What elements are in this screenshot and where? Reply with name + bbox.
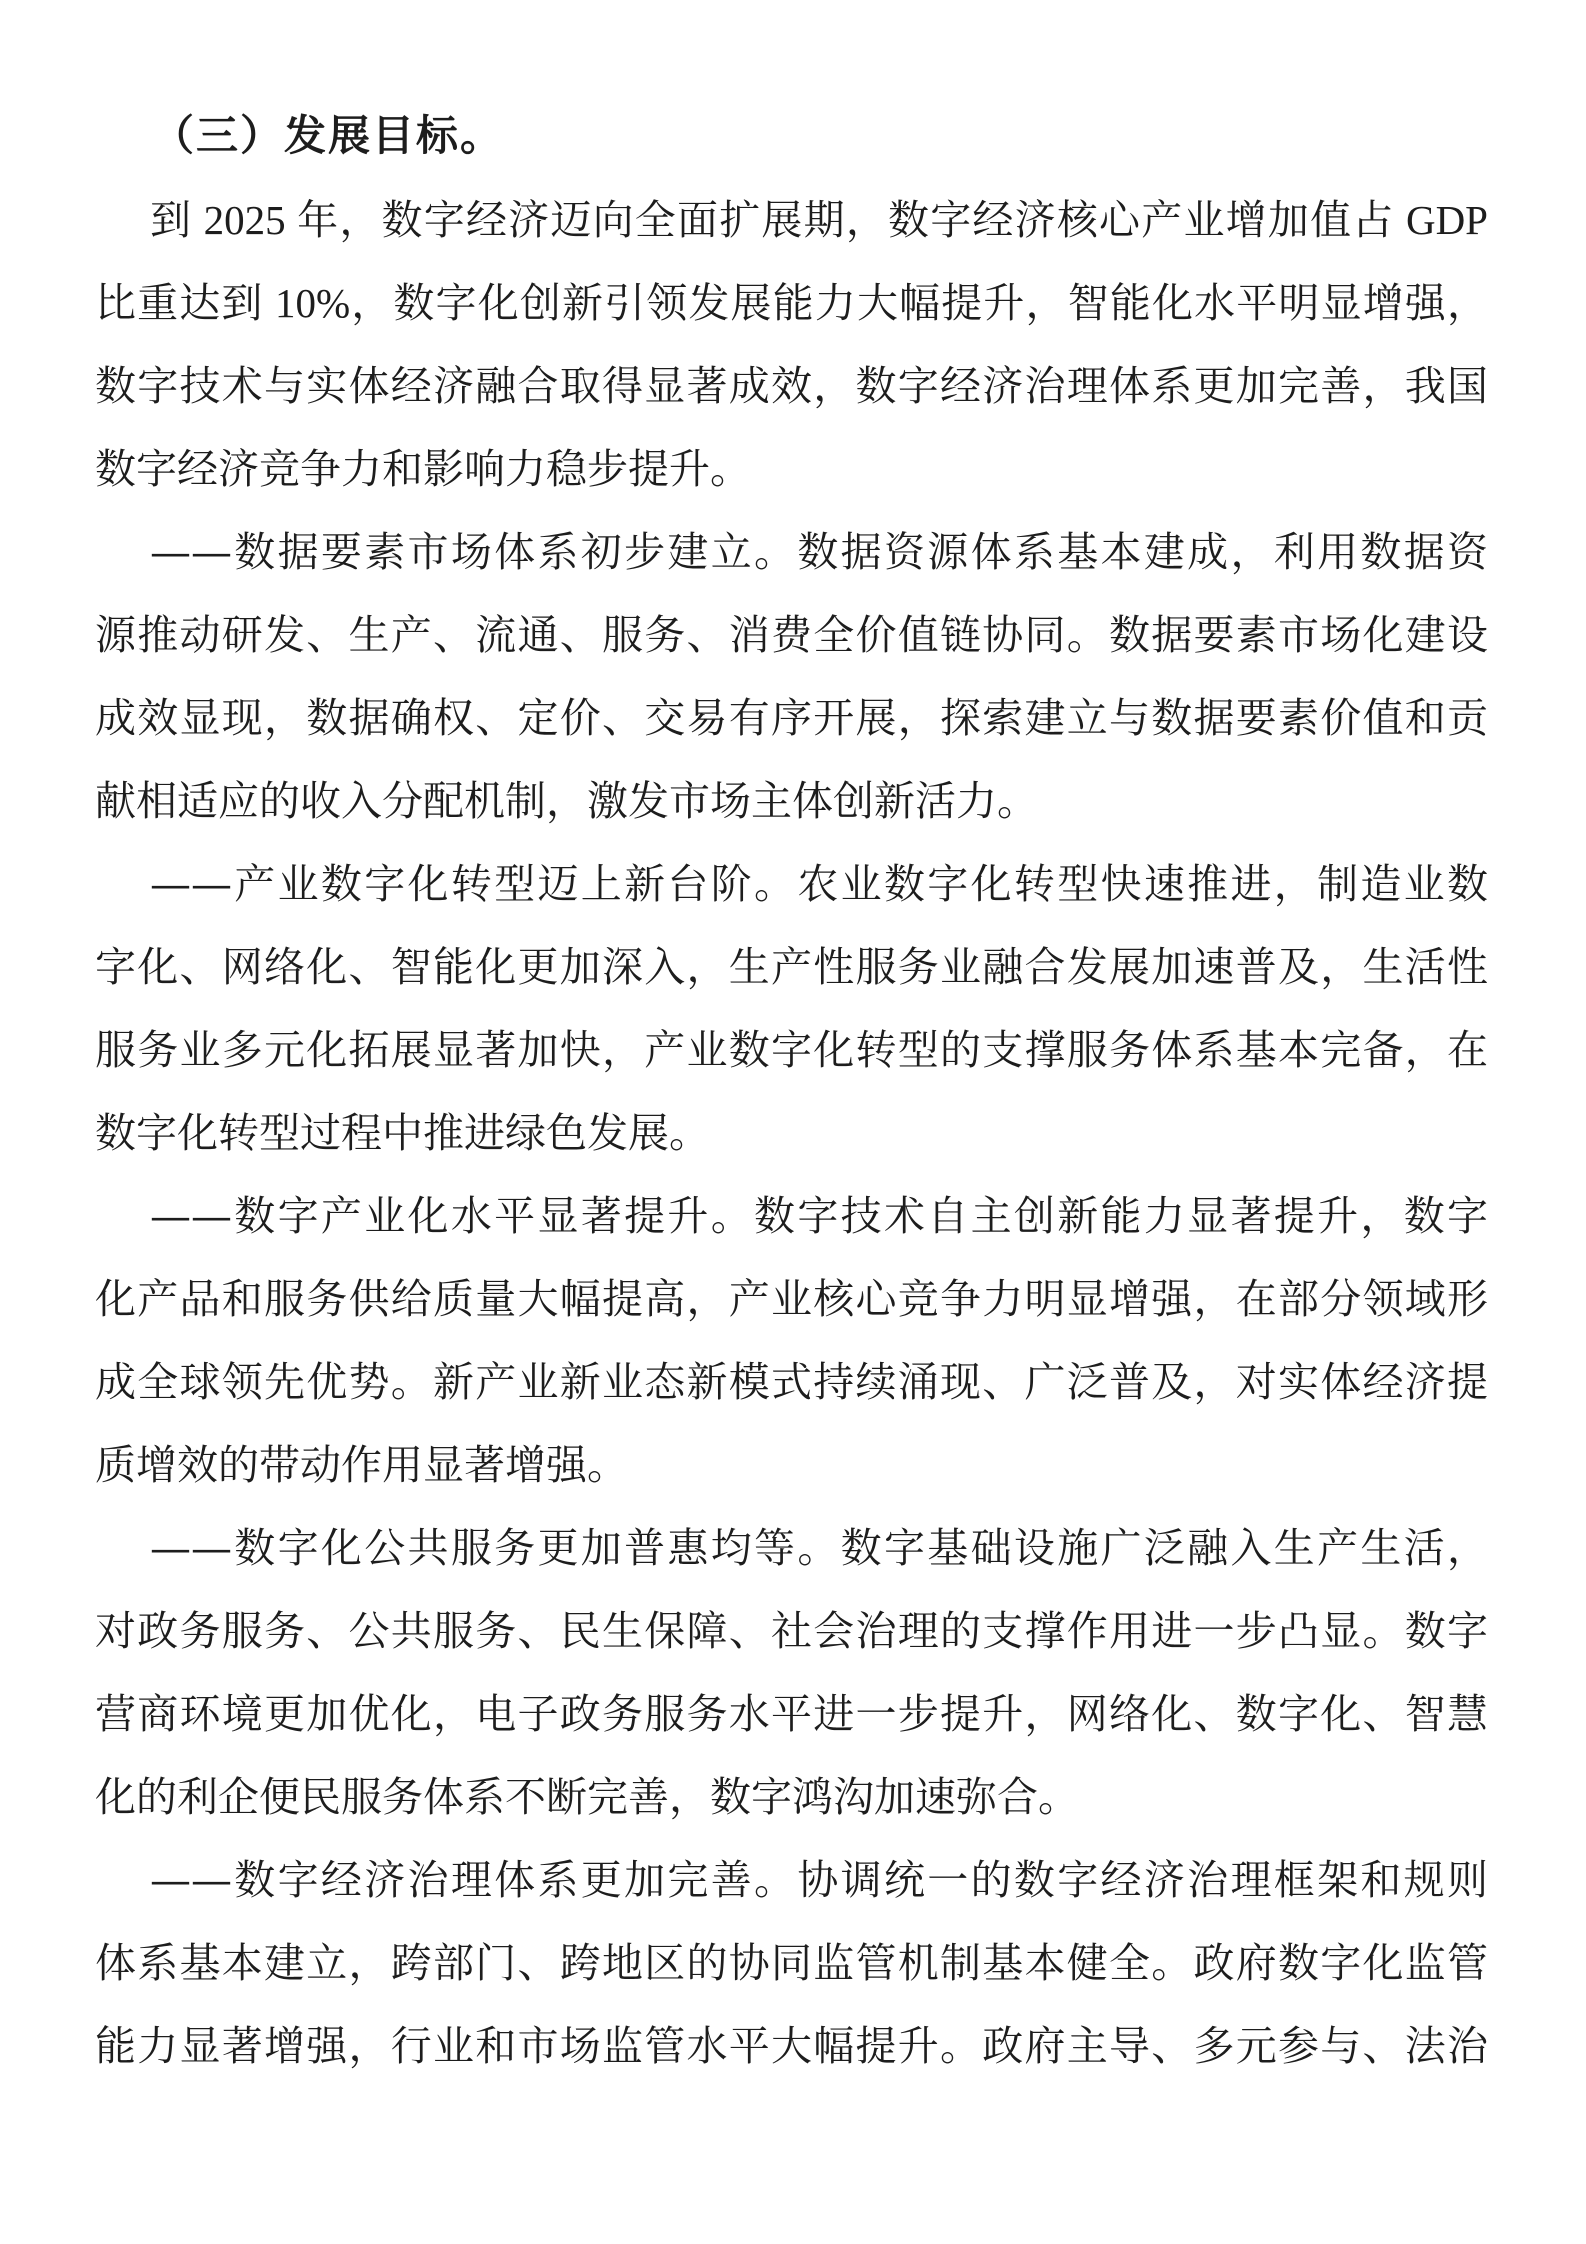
text-line <box>95 594 1488 677</box>
section-heading: （三）发展目标。 <box>152 114 505 160</box>
text-line <box>95 926 1488 1009</box>
text-line <box>95 511 1488 594</box>
text-line <box>95 1009 1488 1092</box>
text-line <box>95 428 1488 511</box>
text-line <box>95 179 1488 262</box>
text-line <box>95 1092 1488 1175</box>
body-text: 质增效的带动作用显著增强。 <box>95 1442 628 1488</box>
lead-in-text: ——数据要素市场体系初步建立。 <box>150 528 798 576</box>
body-text: 农业数字化转型快速推进，制造业数 <box>797 861 1488 907</box>
text-line <box>95 262 1488 345</box>
text-line <box>95 1839 1488 1922</box>
body-text: 数字技术自主创新能力显著提升，数字 <box>754 1193 1489 1239</box>
lead-in-text: ——产业数字化转型迈上新台阶。 <box>150 860 798 908</box>
body-text: 献相适应的收入分配机制，激发市场主体创新活力。 <box>95 778 1038 824</box>
body-text: 数据资源体系基本建成，利用数据资 <box>797 529 1488 575</box>
body-text: 成效显现，数据确权、定价、交易有序开展，探索建立与数据要素价值和贡 <box>95 695 1488 741</box>
document-body <box>95 179 1488 2088</box>
body-text: 比重达到 10%，数字化创新引领发展能力大幅提升，智能化水平明显增强， <box>95 280 1488 326</box>
text-line <box>95 1175 1488 1258</box>
text-line <box>95 1756 1488 1839</box>
paragraph <box>95 1839 1488 2088</box>
body-text: 化的利企便民服务体系不断完善，数字鸿沟加速弥合。 <box>95 1774 1079 1820</box>
text-line <box>95 843 1488 926</box>
body-text: 字化、网络化、智能化更加深入，生产性服务业融合发展加速普及，生活性 <box>95 944 1488 990</box>
text-line <box>95 677 1488 760</box>
text-line <box>95 760 1488 843</box>
body-text: 协调统一的数字经济治理框架和规则 <box>797 1857 1488 1903</box>
text-line <box>95 1341 1488 1424</box>
text-line <box>95 345 1488 428</box>
paragraph <box>95 511 1488 843</box>
text-line <box>95 1673 1488 1756</box>
text-line <box>95 1922 1488 2005</box>
body-text: 到 2025 年，数字经济迈向全面扩展期，数字经济核心产业增加值占 GDP <box>150 197 1488 243</box>
text-line <box>95 1590 1488 1673</box>
paragraph <box>95 1175 1488 1507</box>
lead-in-text: ——数字产业化水平显著提升。 <box>150 1192 755 1240</box>
body-text: 体系基本建立，跨部门、跨地区的协同监管机制基本健全。政府数字化监管 <box>95 1940 1488 1986</box>
body-text: 营商环境更加优化，电子政务服务水平进一步提升，网络化、数字化、智慧 <box>95 1691 1488 1737</box>
body-text: 对政务服务、公共服务、民生保障、社会治理的支撑作用进一步凸显。数字 <box>95 1608 1488 1654</box>
body-text: 服务业多元化拓展显著加快，产业数字化转型的支撑服务体系基本完备，在 <box>95 1027 1488 1073</box>
body-text: 成全球领先优势。新产业新业态新模式持续涌现、广泛普及，对实体经济提 <box>95 1359 1488 1405</box>
text-line <box>95 1258 1488 1341</box>
paragraph <box>95 179 1488 511</box>
text-line <box>95 2005 1488 2088</box>
lead-in-text: ——数字化公共服务更加普惠均等。 <box>150 1524 841 1572</box>
text-line <box>95 1507 1488 1590</box>
body-text: 数字经济竞争力和影响力稳步提升。 <box>95 446 751 492</box>
paragraph <box>95 843 1488 1175</box>
body-text: 数字技术与实体经济融合取得显著成效，数字经济治理体系更加完善，我国 <box>95 363 1488 409</box>
body-text: 数字化转型过程中推进绿色发展。 <box>95 1110 710 1156</box>
body-text: 化产品和服务供给质量大幅提高，产业核心竞争力明显增强，在部分领域形 <box>95 1276 1488 1322</box>
body-text: 数字基础设施广泛融入生产生活， <box>840 1525 1488 1571</box>
body-text: 能力显著增强，行业和市场监管水平大幅提升。政府主导、多元参与、法治 <box>95 2023 1488 2069</box>
lead-in-text: ——数字经济治理体系更加完善。 <box>150 1856 798 1904</box>
paragraph <box>95 1507 1488 1839</box>
body-text: 源推动研发、生产、流通、服务、消费全价值链协同。数据要素市场化建设 <box>95 612 1488 658</box>
text-line <box>95 1424 1488 1507</box>
